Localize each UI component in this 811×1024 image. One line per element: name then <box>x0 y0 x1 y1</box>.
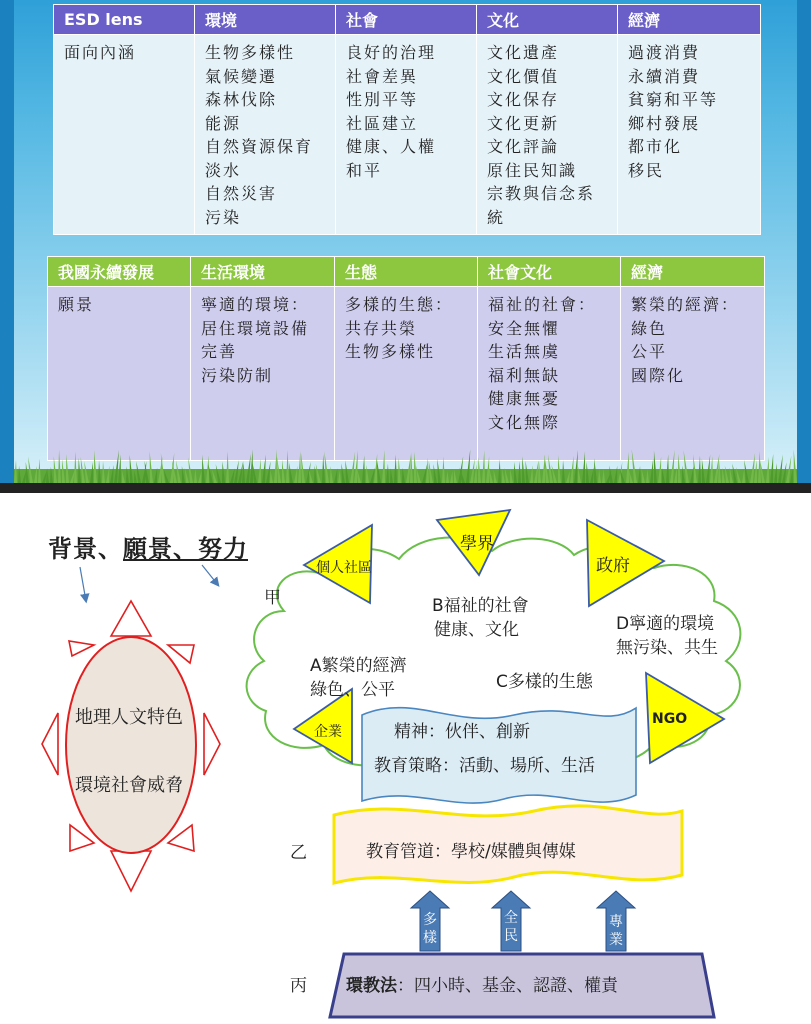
up-arrows <box>411 891 635 951</box>
ray-bottom <box>111 851 151 891</box>
row-label-aspects: 面向內涵 <box>54 35 195 235</box>
header-economy: 經濟 <box>618 5 761 35</box>
header-ecology: 生態 <box>335 257 478 287</box>
background-oval <box>66 637 196 853</box>
pipeline-text: 教育管道：學校/媒體與傳媒 <box>366 842 576 862</box>
title-arrow-right <box>202 565 218 585</box>
cloud-b-title: B福祉的社會 <box>432 596 529 616</box>
cloud-a-detail: 綠色、公平 <box>310 680 395 700</box>
grass-blade <box>322 455 325 483</box>
grass-blade <box>226 451 229 483</box>
grass-blade <box>626 452 629 483</box>
cell-social-culture: 福祉的社會： 安全無懼 生活無虞 福利無缺 健康無憂 文化無際 <box>478 287 621 461</box>
ray-left <box>42 713 58 775</box>
label-government: 政府 <box>596 556 630 576</box>
cell-economy: 過渡消費 永續消費 貧窮和平等 鄉村發展 都市化 移民 <box>618 35 761 235</box>
law-title: 環教法 <box>346 976 397 996</box>
cloud-b-detail: 健康、文化 <box>434 620 519 640</box>
grass-blade <box>94 450 97 483</box>
grass-blade <box>414 451 417 483</box>
label-academia: 學界 <box>460 534 494 554</box>
row-label-vision: 願景 <box>48 287 191 461</box>
cloud-d-detail: 無污染、共生 <box>616 638 718 658</box>
grass-blade <box>118 455 121 483</box>
national-sd-header-row <box>48 257 765 287</box>
grass-decoration <box>14 443 797 483</box>
grass-blade <box>202 455 205 483</box>
cell-society: 良好的治理 社會差異 性別平等 社區建立 健康、人權 和平 <box>336 35 477 235</box>
grass-blade <box>58 449 61 483</box>
cell-environment: 生物多樣性 氣候變遷 森林伐除 能源 自然資源保育 淡水 自然災害 污染 <box>195 35 336 235</box>
esd-lens-table <box>53 4 761 235</box>
grass-blade <box>374 454 377 483</box>
grass-blade <box>482 450 485 483</box>
cell-living-environment: 寧適的環境： 居住環境設備 完善 污染防制 <box>191 287 335 461</box>
cloud-d-title: D寧適的環境 <box>616 614 715 634</box>
slide-separator <box>0 483 811 493</box>
ray-top <box>111 601 151 636</box>
grass-blade <box>678 453 681 483</box>
oval-text-threats: 環境社會威脅 <box>75 775 183 796</box>
law-text <box>346 971 618 996</box>
header-national-sd: 我國永續發展 <box>48 257 191 287</box>
slide-right-edge <box>797 0 811 483</box>
header-living-environment: 生活環境 <box>191 257 335 287</box>
grass-blade <box>794 449 797 483</box>
slide-left-edge <box>0 0 14 483</box>
grass-blade <box>654 450 657 483</box>
marker-bing: 丙 <box>290 976 307 996</box>
header-culture: 文化 <box>477 5 618 35</box>
grass-blade <box>66 454 69 483</box>
national-sd-content-row <box>48 287 765 461</box>
marker-jia: 甲 <box>264 588 281 608</box>
grass-blade <box>130 455 133 483</box>
esd-lens-header-row <box>54 5 761 35</box>
cloud-c-title: C多樣的生態 <box>496 672 593 692</box>
grass-blade <box>150 451 153 483</box>
grass-blade <box>582 451 585 483</box>
title-background: 背景、 <box>48 535 123 563</box>
grass-blade <box>298 451 301 483</box>
esd-slide <box>0 0 811 483</box>
label-ngo: NGO <box>652 711 688 727</box>
banner-spirit: 精神：伙伴、創新 <box>394 722 530 742</box>
grass-blade <box>382 450 385 483</box>
ray-right <box>204 713 220 775</box>
header-society: 社會 <box>336 5 477 35</box>
grass-blade <box>758 451 761 483</box>
grass-blade <box>394 455 397 483</box>
header-economy-2: 經濟 <box>621 257 765 287</box>
grass-blade <box>410 452 413 483</box>
grass-blade <box>666 454 669 483</box>
cloud-a-title: A繁榮的經濟 <box>310 656 407 676</box>
arrow-label-diversity: 多樣 <box>423 912 437 946</box>
law-details: ：四小時、基金、認證、權責 <box>397 976 618 996</box>
diagram-title <box>48 529 248 564</box>
header-environment: 環境 <box>195 5 336 35</box>
cell-culture: 文化遺產 文化價值 文化保存 文化更新 文化評論 原住民知識 宗教與信念系統 <box>477 35 618 235</box>
grass-blade <box>274 449 277 483</box>
banner-strategy: 教育策略：活動、場所、生活 <box>374 756 595 776</box>
esd-lens-content-row <box>54 35 761 235</box>
grass-blade <box>74 452 77 483</box>
marker-yi: 乙 <box>290 843 307 863</box>
grass-blade <box>286 450 289 483</box>
ray-top-left <box>69 641 94 656</box>
label-enterprise: 企業 <box>314 724 342 740</box>
oval-text-geography: 地理人文特色 <box>75 707 183 728</box>
label-community: 個人社區 <box>316 560 372 576</box>
arrow-label-professional: 專業 <box>609 914 623 948</box>
header-esd-lens: ESD lens <box>54 5 195 35</box>
national-sd-table <box>47 256 765 461</box>
header-social-culture: 社會文化 <box>478 257 621 287</box>
title-arrow-left <box>80 567 86 601</box>
cell-economy-vision: 繁榮的經濟： 綠色 公平 國際化 <box>621 287 765 461</box>
title-vision-effort: 願景、努力 <box>123 535 248 563</box>
cell-ecology: 多樣的生態： 共存共榮 生物多樣性 <box>335 287 478 461</box>
strategy-diagram <box>14 493 797 1024</box>
arrow-label-all-people: 全民 <box>504 910 518 944</box>
